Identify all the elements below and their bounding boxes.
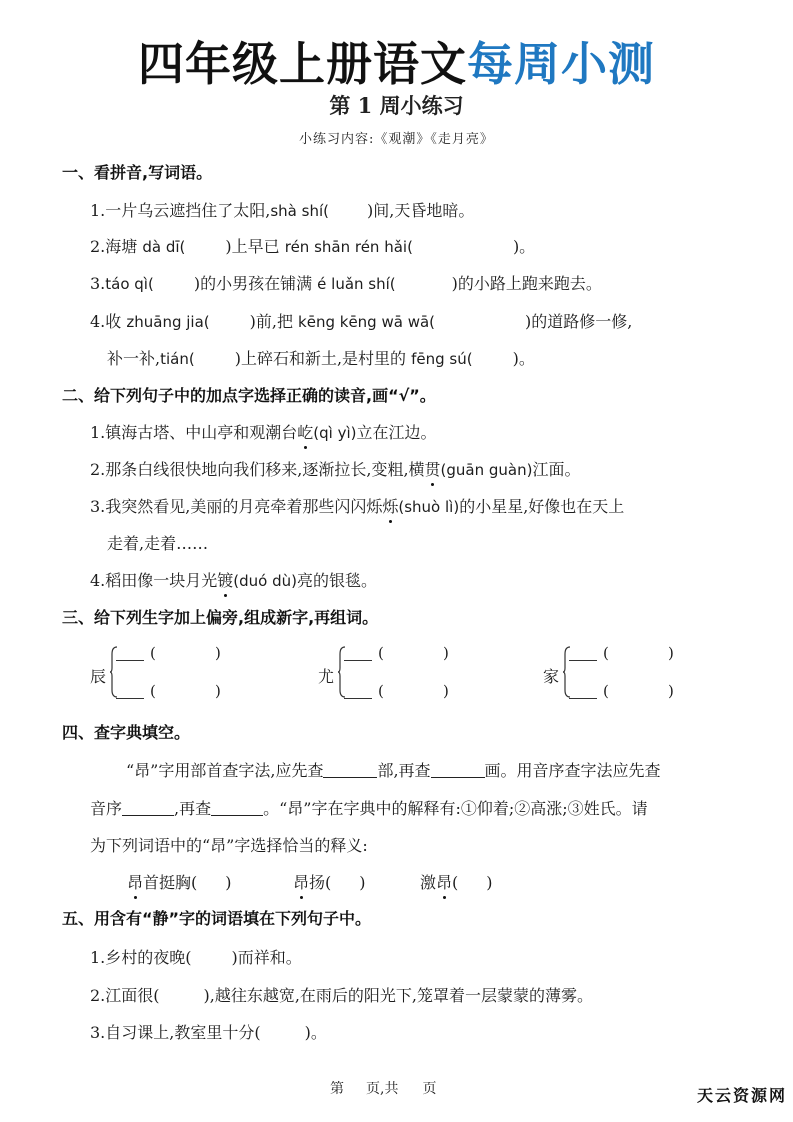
section1-heading: 一、看拼音,写词语。 xyxy=(62,163,213,182)
text: 江面。 xyxy=(532,460,581,479)
text: )的小男孩在铺满 xyxy=(193,274,318,293)
text: 2.海塘 xyxy=(90,237,143,256)
text: 1.镇海古塔、中山亭和观潮台 xyxy=(90,423,298,442)
text: 2.那条白线很快地向我们移来,逐渐拉长,变粗,横 xyxy=(90,460,425,479)
s1-item-3 xyxy=(90,271,602,294)
text: )。 xyxy=(512,349,535,368)
pronunciation-options[interactable]: (qì yì) xyxy=(313,424,357,442)
watermark: 天云资源网 xyxy=(696,1086,787,1105)
pinyin: tián( xyxy=(160,350,195,368)
text: 第 xyxy=(330,1081,344,1097)
s4-word-3 xyxy=(420,870,493,893)
pinyin: táo qì( xyxy=(105,275,154,293)
new-char-blank[interactable] xyxy=(116,660,144,661)
dotted-char: 屹 xyxy=(297,420,313,443)
s4-para-line2 xyxy=(90,796,648,819)
paren-open: ( xyxy=(603,682,609,700)
base-char: 辰 xyxy=(90,667,107,686)
s2-item-1 xyxy=(90,420,437,443)
paren-close: ) xyxy=(443,682,449,700)
text: )前,把 xyxy=(249,312,299,331)
s4-word-1 xyxy=(127,870,232,893)
s1-item-4-cont xyxy=(107,346,535,369)
pronunciation-options[interactable]: (guān guàn) xyxy=(440,461,533,479)
brace-icon xyxy=(563,646,571,698)
paren-close: ) xyxy=(215,644,221,662)
stroke-count-blank[interactable] xyxy=(431,761,485,778)
text: 立在江边。 xyxy=(356,423,437,442)
text: 音序 xyxy=(90,799,123,818)
s5-item-2 xyxy=(90,983,593,1006)
dotted-char: 昂 xyxy=(127,870,143,893)
paren-open: ( xyxy=(603,644,609,662)
pinyin: é luǎn shí( xyxy=(317,275,396,293)
text: 激 xyxy=(420,873,437,892)
s2-item-2 xyxy=(90,457,581,480)
text: 首挺胸( xyxy=(143,873,198,892)
text: 1.乡村的夜晚( xyxy=(90,948,192,967)
pinyin: shà shí( xyxy=(270,202,329,220)
s4-word-2 xyxy=(293,870,366,893)
s4-para-line1 xyxy=(126,758,661,781)
paren-close: ) xyxy=(668,682,674,700)
text: 页,共 xyxy=(366,1081,399,1097)
section3-heading: 三、给下列生字加上偏旁,组成新字,再组词。 xyxy=(62,608,379,627)
text: 补一补, xyxy=(107,349,161,368)
dotted-char: 昂 xyxy=(436,870,452,893)
text: 4.收 xyxy=(90,312,127,331)
paren-close: ) xyxy=(668,644,674,662)
radical-group-2 xyxy=(318,642,518,704)
radical-group-1 xyxy=(90,642,290,704)
dotted-char: 贯 xyxy=(425,457,441,480)
text: )的道路修一修, xyxy=(525,312,633,331)
text: )上碎石和新土,是村里的 xyxy=(234,349,412,368)
text: 扬( xyxy=(309,873,332,892)
base-char: 尤 xyxy=(318,667,335,686)
text: )间,天昏地暗。 xyxy=(366,201,475,220)
text: )。 xyxy=(304,1023,327,1042)
text: )的小路上跑来跑去。 xyxy=(451,274,602,293)
pronunciation-options[interactable]: (shuò lì) xyxy=(398,498,460,516)
text: ( xyxy=(452,873,459,892)
pronunciation-options[interactable]: (duó dù) xyxy=(233,572,298,590)
text: ,再查 xyxy=(174,799,212,818)
new-char-blank[interactable] xyxy=(569,660,597,661)
pinyin: rén shān rén hǎi( xyxy=(284,238,413,256)
s2-item-4 xyxy=(90,568,377,591)
text: 画。用音序查字法应先查 xyxy=(484,761,661,780)
text: 4.稻田像一块月光 xyxy=(90,571,218,590)
new-char-blank[interactable] xyxy=(344,660,372,661)
content-line: 小练习内容:《观潮》《走月亮》 xyxy=(299,132,494,147)
page-title xyxy=(0,28,793,94)
brace-icon xyxy=(338,646,346,698)
new-char-blank[interactable] xyxy=(116,698,144,699)
text: )而祥和。 xyxy=(231,948,302,967)
s4-para-line3: 为下列词语中的“昂”字选择恰当的释义: xyxy=(90,836,368,855)
title-black: 四年级上册语文 xyxy=(138,37,467,91)
text: 2.江面很( xyxy=(90,986,160,1005)
s1-item-2 xyxy=(90,234,535,257)
new-char-blank[interactable] xyxy=(344,698,372,699)
s5-item-3 xyxy=(90,1020,327,1043)
pinyin: fēng sú( xyxy=(411,350,473,368)
phonetic-blank[interactable] xyxy=(122,799,174,816)
section5-heading: 五、用含有“静”字的词语填在下列句子中。 xyxy=(62,909,372,928)
text: ),越往东越宽,在雨后的阳光下,笼罩着一层蒙蒙的薄雾。 xyxy=(203,986,594,1005)
paren-close: ) xyxy=(443,644,449,662)
s5-item-1 xyxy=(90,945,302,968)
page-number xyxy=(330,1078,436,1098)
paren-open: ( xyxy=(378,644,384,662)
text: 3. xyxy=(90,274,106,293)
text: 3.我突然看见,美丽的月亮牵着那些闪闪烁 xyxy=(90,497,383,516)
new-char-blank[interactable] xyxy=(569,698,597,699)
text: )上早已 xyxy=(225,237,285,256)
paren-close: ) xyxy=(215,682,221,700)
brace-icon xyxy=(110,646,118,698)
s2-item-3 xyxy=(90,494,624,517)
radical-blank[interactable] xyxy=(323,761,377,778)
section4-heading: 四、查字典填空。 xyxy=(62,723,191,742)
text: 3.自习课上,教室里十分( xyxy=(90,1023,261,1042)
pinyin: kēng kēng wā wā( xyxy=(298,313,436,331)
text: 页 xyxy=(422,1081,437,1097)
s1-item-4 xyxy=(90,309,632,332)
dotted-char: 烁 xyxy=(382,494,398,517)
text: 。“昂”字在字典中的解释有:①仰着;②高涨;③姓氏。请 xyxy=(263,799,648,818)
syllable-blank[interactable] xyxy=(211,799,263,816)
paren-open: ( xyxy=(378,682,384,700)
text: 的小星星,好像也在天上 xyxy=(459,497,625,516)
s2-item-3-cont: 走着,走着…… xyxy=(107,534,209,553)
text: 部,再查 xyxy=(377,761,431,780)
paren-open: ( xyxy=(150,644,156,662)
radical-group-3 xyxy=(543,642,743,704)
pinyin: dà dī( xyxy=(142,238,186,256)
text: “昂”字用部首查字法,应先查 xyxy=(126,761,324,780)
text: 亮的银毯。 xyxy=(297,571,378,590)
text: ) xyxy=(225,873,232,892)
subtitle: 第 1 周小练习 xyxy=(329,93,464,118)
pinyin: zhuāng jia( xyxy=(126,313,210,331)
title-blue: 每周小测 xyxy=(467,37,655,91)
dotted-char: 昂 xyxy=(293,870,309,893)
text: ) xyxy=(359,873,366,892)
text: )。 xyxy=(512,237,536,256)
s1-item-1 xyxy=(90,198,474,221)
paren-open: ( xyxy=(150,682,156,700)
dotted-char: 镀 xyxy=(217,568,233,591)
section2-heading: 二、给下列句子中的加点字选择正确的读音,画“√”。 xyxy=(62,386,436,405)
base-char: 家 xyxy=(543,667,560,686)
text: 1.一片乌云遮挡住了太阳, xyxy=(90,201,271,220)
text: ) xyxy=(486,873,493,892)
